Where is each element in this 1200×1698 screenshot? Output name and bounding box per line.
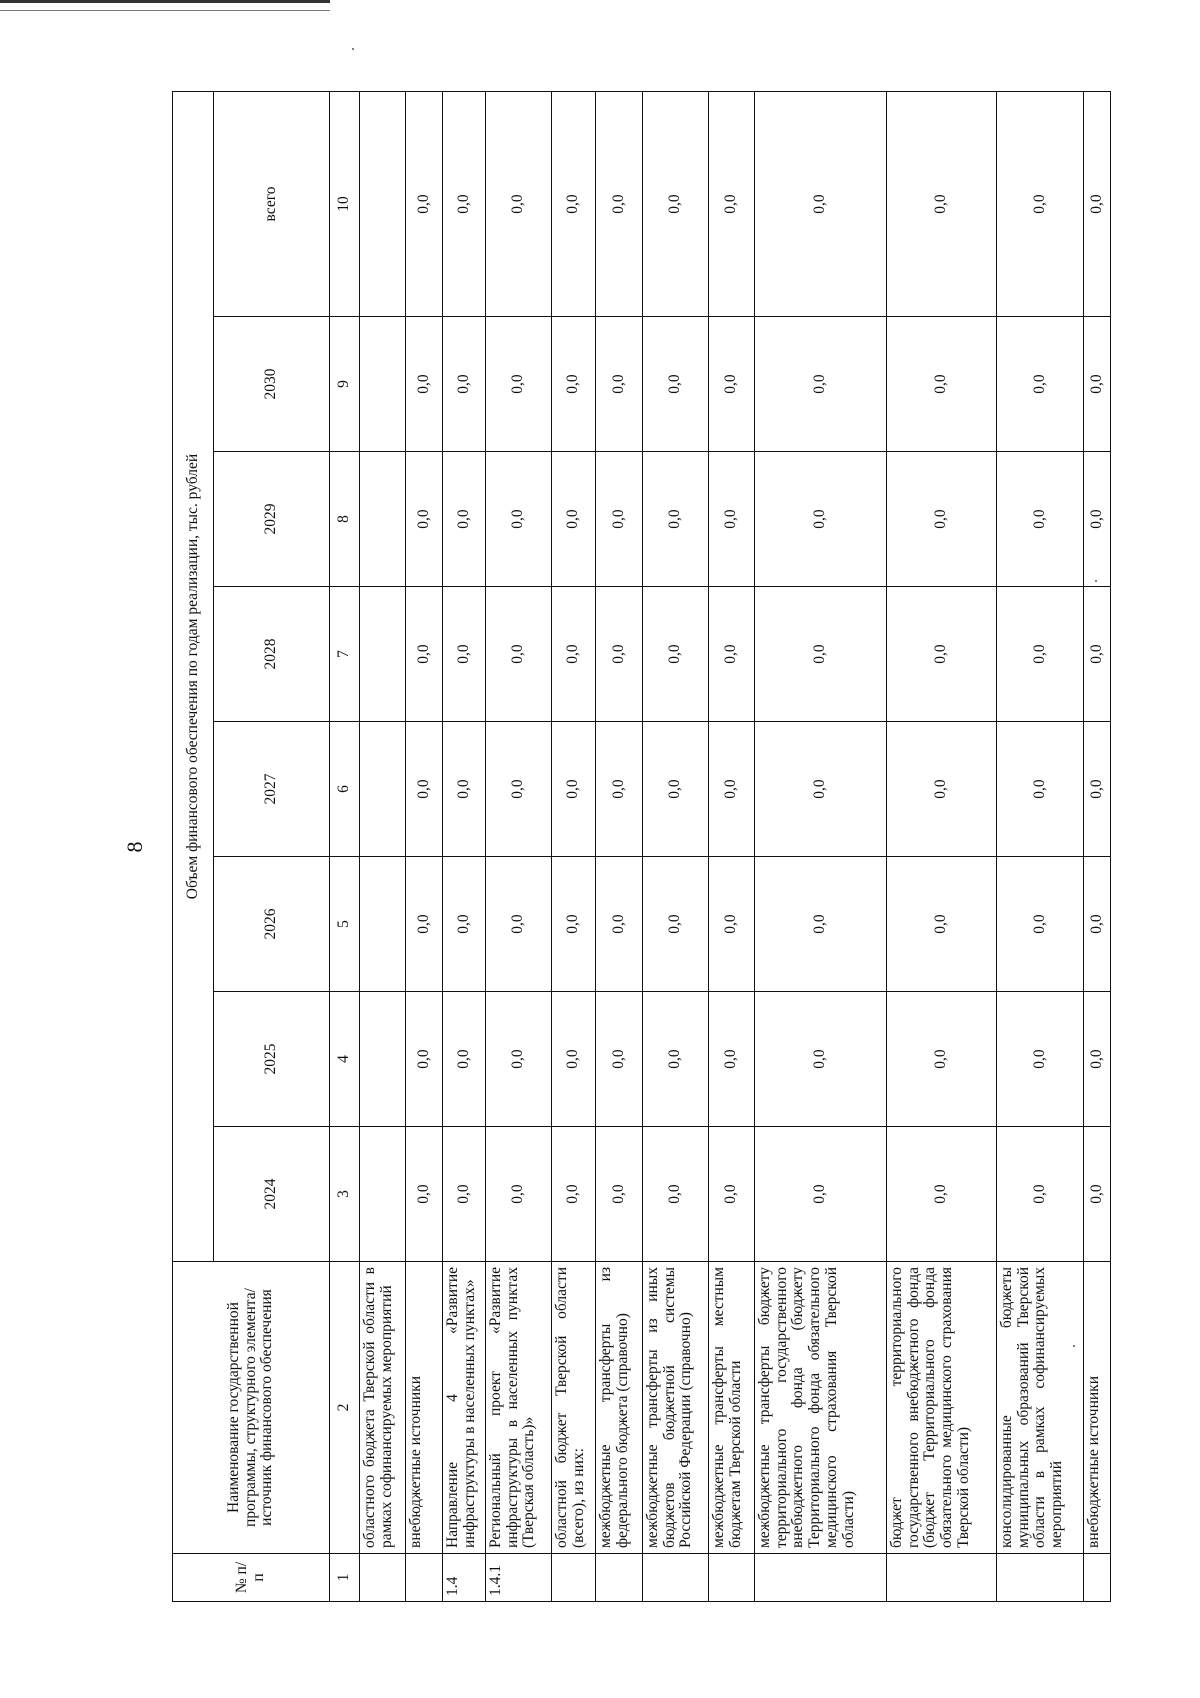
row-value: 0,0 — [709, 587, 755, 722]
row-value: 0,0 — [486, 587, 552, 722]
table-row — [596, 92, 643, 1602]
row-value — [360, 452, 406, 587]
row-value: 0,0 — [643, 587, 709, 722]
row-value: 0,0 — [596, 452, 643, 587]
row-value: 0,0 — [643, 992, 709, 1127]
header-name: Наименование государственной программы, структурного элемента/источник финансового обеспечения — [173, 1262, 330, 1554]
row-value: 0,0 — [443, 317, 486, 452]
scan-speck — [352, 48, 354, 50]
row-value: 0,0 — [755, 992, 887, 1127]
row-value: 0,0 — [887, 722, 997, 857]
column-number: 3 — [330, 1127, 360, 1262]
row-name: внебюджетные источники — [1084, 1262, 1111, 1554]
table-row — [486, 92, 552, 1602]
row-value: 0,0 — [1084, 92, 1111, 317]
header-total: всего — [214, 92, 330, 317]
row-value: 0,0 — [643, 1127, 709, 1262]
row-value — [360, 992, 406, 1127]
row-value: 0,0 — [1084, 722, 1111, 857]
row-value: 0,0 — [643, 317, 709, 452]
row-number — [709, 1554, 755, 1602]
row-value: 0,0 — [596, 992, 643, 1127]
row-name: консолидированные бюджеты муниципальных образований Тверской области в рамках софинансируемых мероприятий — [997, 1262, 1084, 1554]
row-value: 0,0 — [596, 317, 643, 452]
header-no: № п/п — [173, 1554, 330, 1602]
row-value: 0,0 — [997, 1127, 1084, 1262]
header-volume-title: Объем финансового обеспечения по годам реализации, тыс. рублей — [173, 92, 214, 1262]
scan-edge-line — [0, 0, 330, 3]
row-value: 0,0 — [887, 317, 997, 452]
financing-table — [172, 91, 1111, 1602]
row-value: 0,0 — [406, 317, 443, 452]
row-value: 0,0 — [486, 722, 552, 857]
row-name: областной бюджет Тверской области (всего), из них: — [552, 1262, 596, 1554]
row-number — [596, 1554, 643, 1602]
row-value: 0,0 — [552, 452, 596, 587]
row-value: 0,0 — [997, 722, 1084, 857]
row-number — [755, 1554, 887, 1602]
table-row — [406, 92, 443, 1602]
table-row — [887, 92, 997, 1602]
row-number — [360, 1554, 406, 1602]
row-value: 0,0 — [443, 857, 486, 992]
row-name: Направление 4 «Развитие инфраструктуры в населенных пунктах» — [443, 1262, 486, 1554]
column-number: 2 — [330, 1262, 360, 1554]
row-value: 0,0 — [755, 587, 887, 722]
header-year: 2026 — [214, 857, 330, 992]
row-value: 0,0 — [406, 722, 443, 857]
row-value: 0,0 — [997, 92, 1084, 317]
row-value: 0,0 — [443, 992, 486, 1127]
header-year: 2029 — [214, 452, 330, 587]
row-value: 0,0 — [709, 92, 755, 317]
row-value: 0,0 — [997, 317, 1084, 452]
column-number: 4 — [330, 992, 360, 1127]
row-value: 0,0 — [552, 587, 596, 722]
table-row — [643, 92, 709, 1602]
row-value: 0,0 — [596, 92, 643, 317]
row-value: 0,0 — [755, 452, 887, 587]
row-value: 0,0 — [596, 857, 643, 992]
row-name: межбюджетные трансферты из федерального бюджета (справочно) — [596, 1262, 643, 1554]
row-value: 0,0 — [596, 722, 643, 857]
row-value: 0,0 — [997, 992, 1084, 1127]
row-name: межбюджетные трансферты бюджету территориального государственного внебюджетного фонда (бюджету Территориального фонда обязательного медицинского страхования Тверской области) — [755, 1262, 887, 1554]
row-value: 0,0 — [755, 92, 887, 317]
row-value: 0,0 — [1084, 587, 1111, 722]
row-value: 0,0 — [443, 92, 486, 317]
column-number: 10 — [330, 92, 360, 317]
scan-edge-line — [0, 10, 330, 11]
row-value: 0,0 — [406, 587, 443, 722]
row-value: 0,0 — [443, 452, 486, 587]
column-number-row — [330, 92, 360, 1602]
table-row — [1084, 92, 1111, 1602]
row-value — [360, 587, 406, 722]
row-value: 0,0 — [406, 857, 443, 992]
column-number: 9 — [330, 317, 360, 452]
header-year: 2028 — [214, 587, 330, 722]
row-number — [997, 1554, 1084, 1602]
row-value: 0,0 — [443, 587, 486, 722]
row-value: 0,0 — [443, 722, 486, 857]
row-value: 0,0 — [596, 587, 643, 722]
row-value: 0,0 — [709, 452, 755, 587]
row-name: межбюджетные трансферты из иных бюджетов бюджетной системы Российской Федерации (справочно) — [643, 1262, 709, 1554]
row-name: областного бюджета Тверской области в рамках софинансируемых мероприятий — [360, 1262, 406, 1554]
row-value: 0,0 — [486, 317, 552, 452]
row-value — [360, 1127, 406, 1262]
row-value: 0,0 — [443, 1127, 486, 1262]
row-value: 0,0 — [406, 992, 443, 1127]
row-value: 0,0 — [643, 857, 709, 992]
row-value: 0,0 — [709, 317, 755, 452]
row-name: бюджет территориального государственного внебюджетного фонда (бюджет Территориального фонда обязательного медицинского страхования Тверской области) — [887, 1262, 997, 1554]
table-row — [443, 92, 486, 1602]
row-value: 0,0 — [709, 722, 755, 857]
row-value: 0,0 — [755, 1127, 887, 1262]
row-value — [360, 92, 406, 317]
row-value: 0,0 — [596, 1127, 643, 1262]
row-value: 0,0 — [643, 722, 709, 857]
rotated-page-content — [122, 92, 1110, 1602]
row-value: 0,0 — [643, 452, 709, 587]
row-value: 0,0 — [755, 722, 887, 857]
column-number: 5 — [330, 857, 360, 992]
row-value: 0,0 — [486, 1127, 552, 1262]
row-value: 0,0 — [552, 722, 596, 857]
table-row — [709, 92, 755, 1602]
row-value: 0,0 — [1084, 317, 1111, 452]
row-number: 1.4 — [443, 1554, 486, 1602]
row-value: 0,0 — [486, 857, 552, 992]
column-number: 8 — [330, 452, 360, 587]
column-number: 1 — [330, 1554, 360, 1602]
row-value: 0,0 — [997, 452, 1084, 587]
table-row — [360, 92, 406, 1602]
row-value — [360, 317, 406, 452]
row-value: 0,0 — [552, 1127, 596, 1262]
table-row — [755, 92, 887, 1602]
row-value: 0,0 — [552, 857, 596, 992]
row-value: 0,0 — [887, 992, 997, 1127]
row-value: 0,0 — [1084, 1127, 1111, 1262]
row-value: 0,0 — [406, 92, 443, 317]
row-value: 0,0 — [1084, 992, 1111, 1127]
row-number — [406, 1554, 443, 1602]
row-value: 0,0 — [552, 92, 596, 317]
row-value: 0,0 — [887, 452, 997, 587]
row-value: 0,0 — [552, 992, 596, 1127]
row-value: 0,0 — [486, 92, 552, 317]
row-value: 0,0 — [552, 317, 596, 452]
row-value: 0,0 — [643, 92, 709, 317]
row-number — [643, 1554, 709, 1602]
row-value: 0,0 — [486, 992, 552, 1127]
row-value: 0,0 — [755, 857, 887, 992]
row-value: 0,0 — [406, 1127, 443, 1262]
column-number: 6 — [330, 722, 360, 857]
header-year: 2027 — [214, 722, 330, 857]
row-value — [360, 722, 406, 857]
row-number: 1.4.1 — [486, 1554, 552, 1602]
row-value: 0,0 — [709, 857, 755, 992]
table-row — [552, 92, 596, 1602]
row-value: 0,0 — [997, 587, 1084, 722]
row-value: 0,0 — [709, 1127, 755, 1262]
table-row — [997, 92, 1084, 1602]
row-value — [360, 857, 406, 992]
header-year: 2025 — [214, 992, 330, 1127]
row-number — [887, 1554, 997, 1602]
row-name: Региональный проект «Развитие инфраструктуры в населенных пунктах (Тверская область)» — [486, 1262, 552, 1554]
row-value: 0,0 — [709, 992, 755, 1127]
row-value: 0,0 — [486, 452, 552, 587]
row-name: внебюджетные источники — [406, 1262, 443, 1554]
row-value: 0,0 — [887, 92, 997, 317]
row-name: межбюджетные трансферты местным бюджетам Тверской области — [709, 1262, 755, 1554]
header-year: 2024 — [214, 1127, 330, 1262]
row-value: 0,0 — [887, 587, 997, 722]
row-number — [552, 1554, 596, 1602]
row-value: 0,0 — [755, 317, 887, 452]
column-number: 7 — [330, 587, 360, 722]
row-value: 0,0 — [406, 452, 443, 587]
row-value: 0,0 — [1084, 857, 1111, 992]
row-value: 0,0 — [997, 857, 1084, 992]
row-value: 0,0 — [887, 1127, 997, 1262]
row-value: 0,0 — [1084, 452, 1111, 587]
header-year: 2030 — [214, 317, 330, 452]
row-value: 0,0 — [887, 857, 997, 992]
page-number: 8 — [122, 841, 147, 853]
row-number — [1084, 1554, 1111, 1602]
